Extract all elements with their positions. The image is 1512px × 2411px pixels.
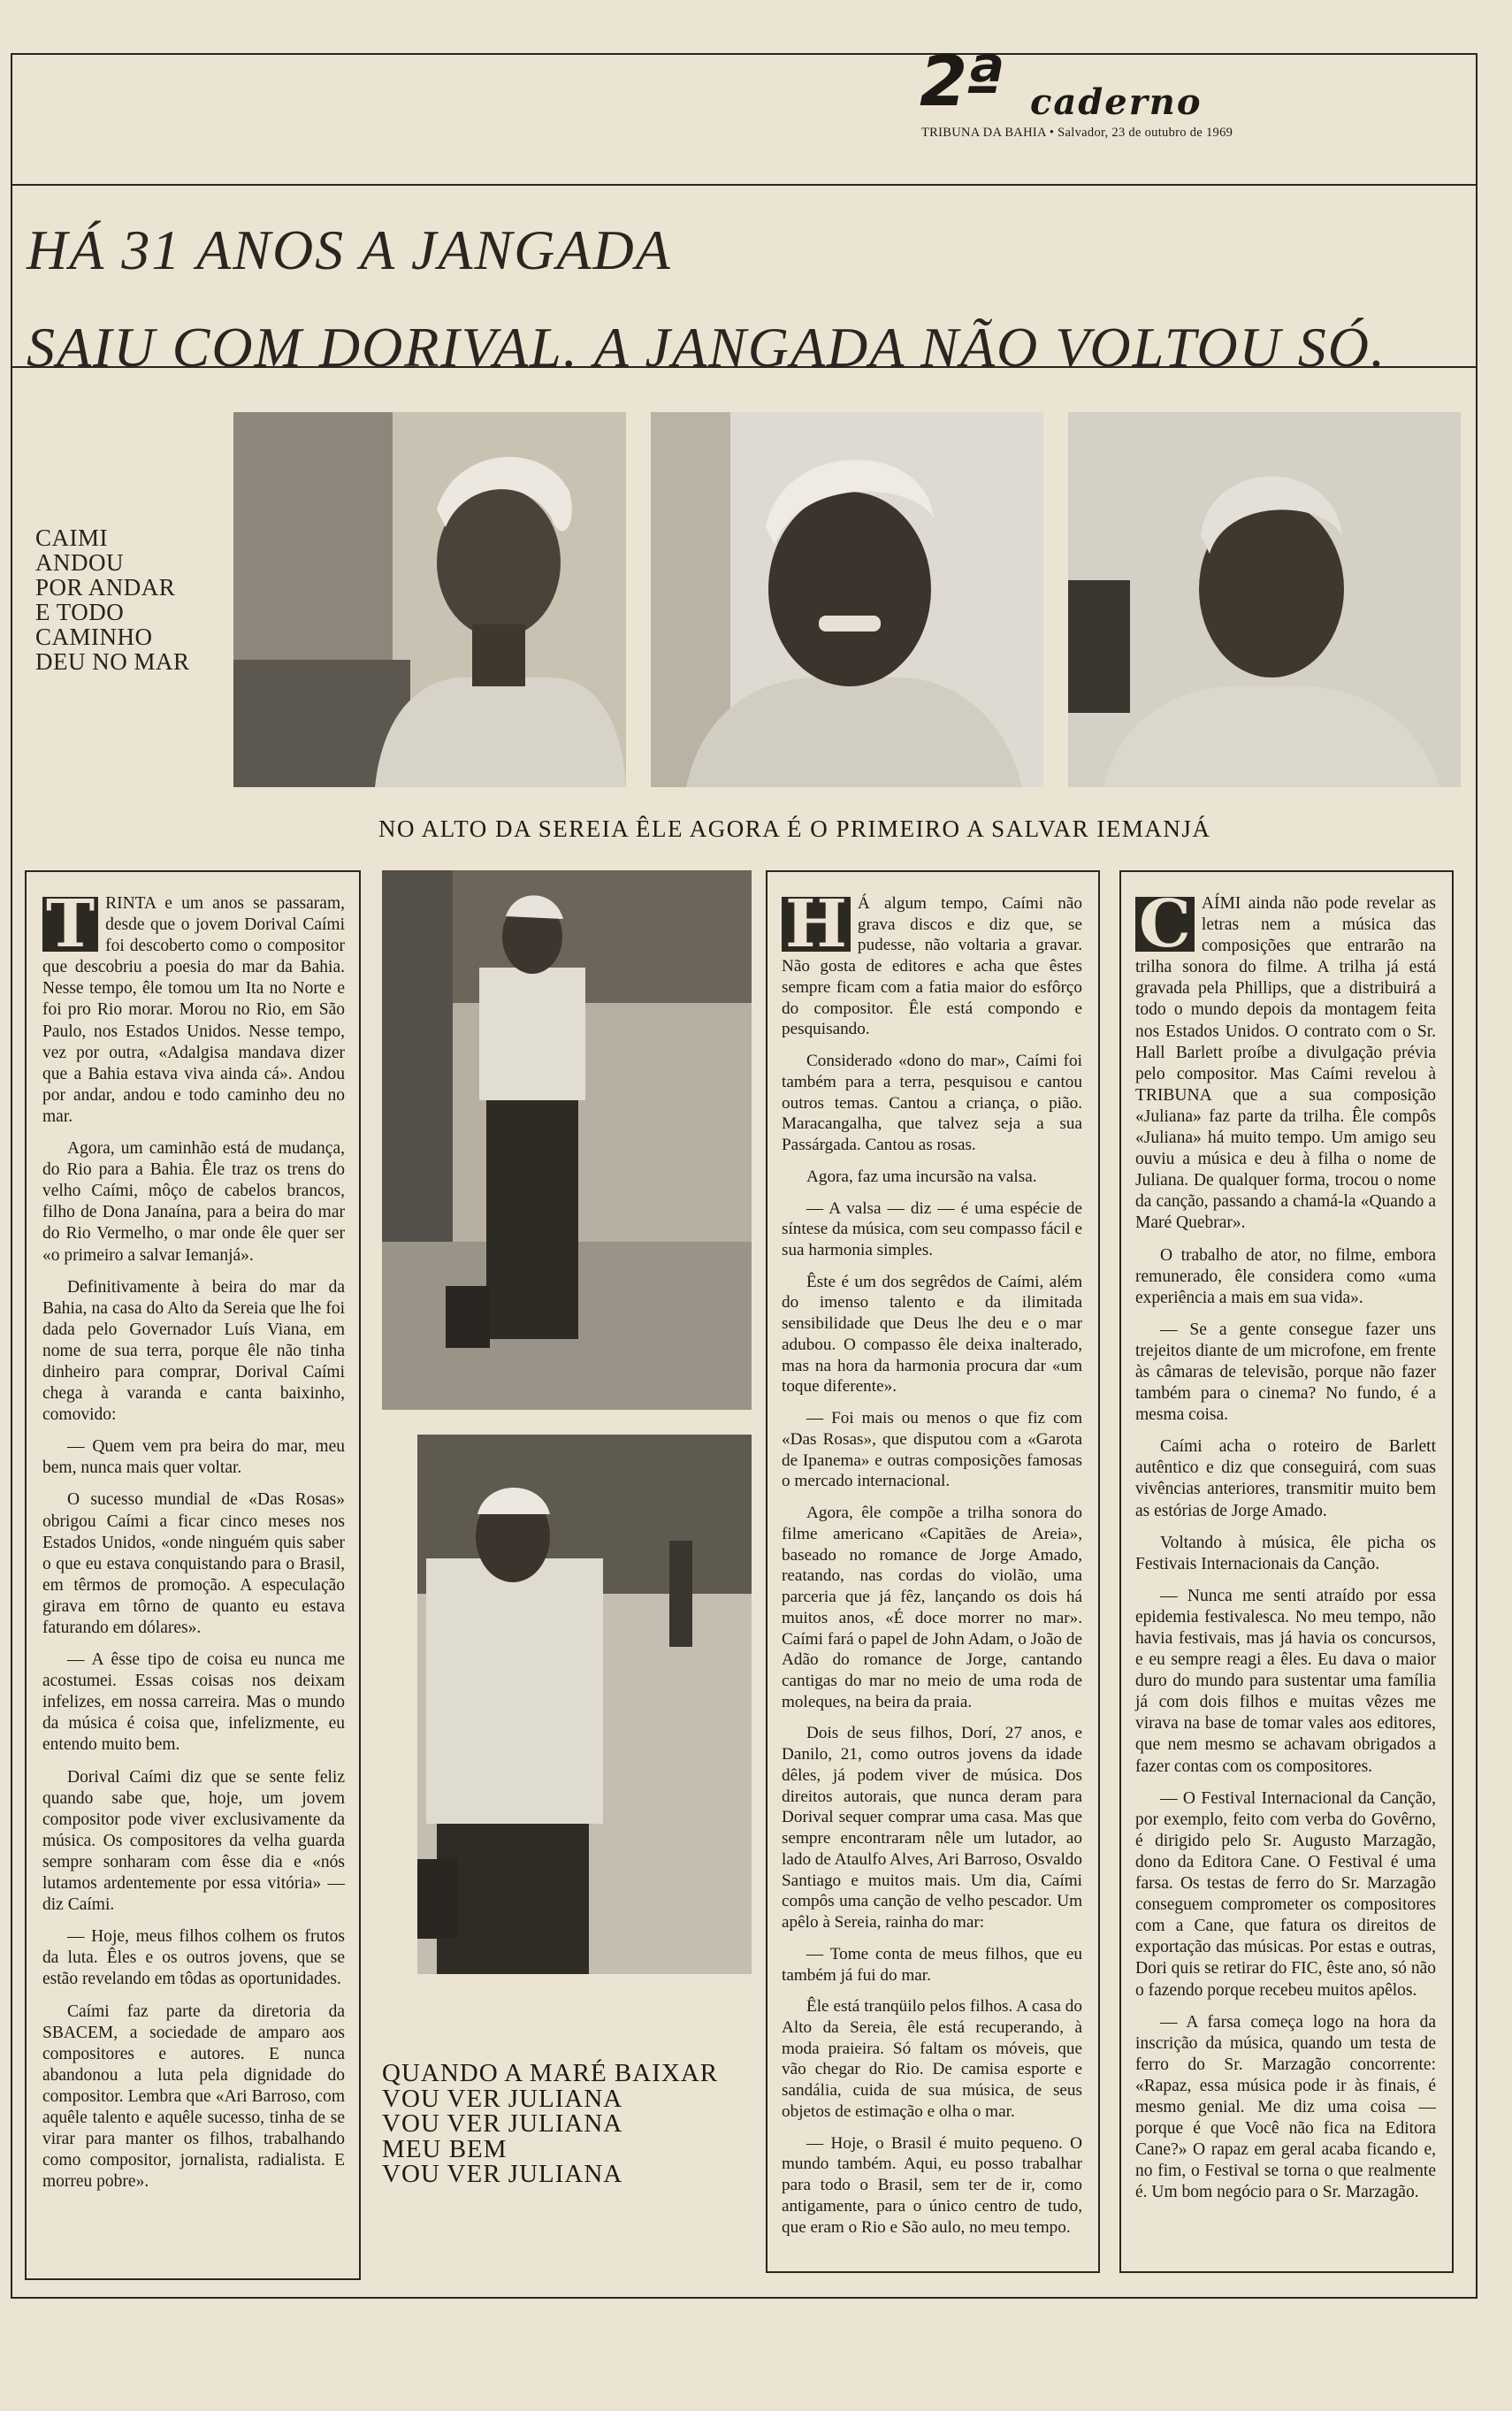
paragraph: AÍMI ainda não pode revelar as letras nem a música das composições que entrarão na trilha sonora do filme. A trilha já está gravada pela Phillips, que a distribuirá a todo o mundo depois da montagem feita nos Estados Unidos. O contrato com o Sr. Hall Barlett proíbe a divulgação prévia pelo compositor. Mas Caími revelou à TRIBUNA que a sua composição «Juliana» faz parte da trilha. Êle compôs «Juliana» há muito tempo. Um amigo seu ouviu a música e deu à filha o nome de Juliana. De qualquer forma, trocou o nome da canção, passando a chamá-la «Quando a Maré Quebrar». bbox=[1135, 894, 1436, 1233]
masthead-dateline: TRIBUNA DA BAHIA • Salvador, 23 de outubro de 1969 bbox=[921, 126, 1233, 140]
lyric-verse bbox=[382, 2061, 718, 2187]
verse-line: VOU VER JULIANA bbox=[382, 2109, 623, 2138]
paragraph: — Quem vem pra beira do mar, meu bem, nunca mais quer voltar. bbox=[42, 1437, 345, 1478]
paragraph: — A valsa — diz — é uma espécie de síntese da música, com seu compasso fácil e sua harmonia simples. bbox=[782, 1198, 1082, 1260]
paragraph: Dorival Caími diz que se sente feliz quando sabe que, hoje, um jovem compositor pode viver exclusivamente da música. Os compositores da velha guarda sempre sonharam com êsse dia e «nós lutamos ardentemente por essa vitória» — diz Caími. bbox=[42, 1767, 345, 1915]
dropcap: T bbox=[42, 897, 98, 952]
standing-photo-suitcase bbox=[382, 870, 752, 1410]
masthead bbox=[920, 42, 1309, 143]
paragraph: Agora, êle compõe a trilha sonora do filme americano «Capitães de Areia», baseado no romance de Jorge Amado, reatando, nas cordas do violão, uma parceria que já fêz, lançando os dois há muitos anos, «É doce morrer no mar». Caími fará o papel de John Adam, o João de Adão do romance de Jorge, cantando cantigas do mar no meio de uma roda de moleques, na beira da praia. bbox=[782, 1504, 1082, 1711]
paragraph: Dois de seus filhos, Dorí, 27 anos, e Danilo, 21, como outros jovens da idade dêles, já podem viver de música. Dos direitos autorais, que nunca deram para Dorival sequer comprar uma casa. Mas que sempre encontraram nêle um lutador, ao lado de Ataulfo Alves, Ari Barroso, Osvaldo Santiago e muitos mais. Um dia, Caími compôs uma canção de velho pescador. Um apêlo à Sereia, rainha do mar: bbox=[782, 1724, 1082, 1933]
verse-line: VOU VER JULIANA bbox=[382, 2160, 623, 2188]
paragraph: — Tome conta de meus filhos, que eu também já fui do mar. bbox=[782, 1944, 1082, 1985]
portrait-photo-profile bbox=[233, 412, 626, 787]
subheadline: NO ALTO DA SEREIA ÊLE AGORA É O PRIMEIRO A SALVAR IEMANJÁ bbox=[378, 815, 1211, 842]
verse-line: VOU VER JULIANA bbox=[382, 2084, 623, 2113]
masthead-number: 2ª bbox=[920, 42, 1002, 122]
paragraph: Êste é um dos segrêdos de Caími, além do imenso talento e da ilimitada sensibilidade que Deus lhe deu e o mar adubou. O compasso êle deixa inalterado, mas na hora da harmonia procura dar «um toque diferente». bbox=[782, 1272, 1082, 1397]
paragraph: Êle está tranqüilo pelos filhos. A casa do Alto da Sereia, êle está recuperando, à moda praieira. Só faltam os móveis, que vão chegar do Rio. De camisa esporte e sandália, cuida de sua música, de seus objetos de estimação e olha o mar. bbox=[782, 1997, 1082, 2121]
paragraph: Definitivamente à beira do mar da Bahia, na casa do Alto da Sereia que lhe foi dada pelo Governador Luís Viana, em nome de sua terra, porque êle não tinha dinheiro para comprar, Dorival Caími chega à varanda e canta baixinho, comovido: bbox=[42, 1277, 345, 1425]
caption-line: ANDOU bbox=[35, 549, 124, 576]
headline-line-1: HÁ 31 ANOS A JANGADA bbox=[27, 218, 672, 281]
portrait-photo-smiling bbox=[651, 412, 1043, 787]
caption-line: E TODO bbox=[35, 599, 125, 625]
paragraph: — Foi mais ou menos o que fiz com «Das Rosas», que disputou com a «Garota de Ipanema» e outras composições famosas o mercado internacional. bbox=[782, 1409, 1082, 1491]
photo-caption bbox=[35, 525, 190, 674]
caption-line: POR ANDAR bbox=[35, 574, 176, 601]
paragraph: Agora, faz uma incursão na valsa. bbox=[806, 1167, 1037, 1186]
article-column-1 bbox=[42, 886, 345, 2203]
paragraph: — A êsse tipo de coisa eu nunca me acostumei. Essas coisas nos deixam infelizes, em nossa carreira. Mas o mundo da música é coisa que, infelizmente, eu entendo muito bem. bbox=[42, 1650, 345, 1755]
caption-line: CAMINHO bbox=[35, 624, 153, 650]
portrait-photo-frontal bbox=[1068, 412, 1461, 787]
article-column-3 bbox=[782, 886, 1082, 2248]
paragraph: Á algum tempo, Caími não grava discos e diz que, se pudesse, não voltaria a gravar. Não gosta de editores e acha que êstes sempre ficam com a fatia maior do esfôrço do compositor. Êle está compondo e pesquisando. bbox=[782, 894, 1082, 1039]
caption-line: CAIMI bbox=[35, 524, 108, 551]
dropcap: H bbox=[782, 897, 851, 952]
headline-line-2: SAIU COM DORIVAL. A JANGADA NÃO VOLTOU SÓ. bbox=[27, 316, 1386, 379]
standing-photo-street bbox=[382, 1435, 752, 1974]
masthead-rule bbox=[11, 184, 1478, 186]
article-column-4 bbox=[1135, 886, 1436, 2214]
paragraph: — Hoje, o Brasil é muito pequeno. O mundo também. Aqui, eu posso trabalhar para todo o Brasil, sem ter de ir, como antigamente, para o único centro de tudo, que eram o Rio e São aulo, no meu tempo. bbox=[782, 2133, 1082, 2237]
paragraph: RINTA e um anos se passaram, desde que o jovem Dorival Caími foi descoberto como o compositor que descobriu a poesia do mar da Bahia. Nesse tempo, êle tomou um Ita no Norte e foi pro Rio morar. Morou no Rio, em São Paulo, nos Estados Unidos. Nesse tempo, vez por outra, «Adalgisa mandava dizer que a Bahia estava viva ainda cá». Andou por andar, andou e todo caminho deu no mar. bbox=[42, 894, 345, 1126]
paragraph: — O Festival Internacional da Canção, por exemplo, feito com verba do Govêrno, é dirigido pelo Sr. Augusto Marzagão, dono da Editora Cane. O Festival é uma farsa. Os testas de ferro do Sr. Marzagão conseguem comprometer os compositores com a Cane, que fatura os direitos de exportação das músicas. Por estas e outras, Dori quis se retirar do FIC, êste ano, só não o fazendo porque recebeu muitos apêlos. bbox=[1135, 1788, 1436, 2000]
paragraph: Caími faz parte da diretoria da SBACEM, a sociedade de amparo aos compositores e autores. E nunca abandonou a luta pela dignidade do compositor. Lembra que «Ari Barroso, com aquêle talento e aquêle sucesso, tinha de se virar para manter os filhos, trabalhando como compositor, jornalista, radialista. E morreu pobre». bbox=[42, 2002, 345, 2192]
paragraph: — Hoje, meus filhos colhem os frutos da luta. Êles e os outros jovens, que se estão revelando em tôdas as oportunidades. bbox=[42, 1927, 345, 1989]
verse-line: QUANDO A MARÉ BAIXAR bbox=[382, 2059, 719, 2087]
paragraph: O trabalho de ator, no filme, embora remunerado, êle considera como «uma experiência a mais em sua vida». bbox=[1135, 1245, 1436, 1307]
paragraph: Voltando à música, êle picha os Festivais Internacionais da Canção. bbox=[1135, 1533, 1436, 1573]
dropcap: C bbox=[1135, 897, 1195, 952]
masthead-section: caderno bbox=[1030, 81, 1203, 123]
caption-line: DEU NO MAR bbox=[35, 648, 190, 675]
paragraph: Considerado «dono do mar», Caími foi também para a terra, pesquisou e cantou outros temas. Cantou a criança, o pião. Maracangalha, que talvez seja a sua Passárgada. Cantou as rosas. bbox=[782, 1052, 1082, 1155]
paragraph: — A farsa começa logo na hora da inscrição da música, quando um testa de ferro do Sr. Marzagão concorrente: «Rapaz, essa música pode ir às finais, é mesmo genial. Me diz uma coisa — porque é que Você não fica na Editora Cane?» O rapaz em geral acaba ficando e, no fim, o Festival se torna o que realmente é. Um bom negócio para o Sr. Marzagão. bbox=[1135, 2012, 1436, 2202]
paragraph: — Nunca me senti atraído por essa epidemia festivalesca. No meu tempo, não havia festivais, mas já havia os concursos, e eu sempre reagi a êles. Eu dava o maior duro do mundo para sustentar uma família já com dois filhos e muitas vêzes me virava na base de tomar vales aos editores, que nem mesmo se achavam obrigados a fazer contas com os compositores. bbox=[1135, 1586, 1436, 1776]
paragraph: — Se a gente consegue fazer uns trejeitos diante de um microfone, em frente às câmaras de televisão, porque não fazer também para o cinema? No fundo, é a mesma coisa. bbox=[1135, 1320, 1436, 1425]
verse-line: MEU BEM bbox=[382, 2134, 508, 2163]
headline bbox=[27, 202, 1386, 396]
paragraph: Caími acha o roteiro de Barlett autêntico e diz que conseguirá, com suas vivências anteriores, transmitir muito bem as estórias de Jorge Amado. bbox=[1135, 1437, 1436, 1520]
paragraph: Agora, um caminhão está de mudança, do Rio para a Bahia. Êle traz os trens do velho Caími, môço de cabelos brancos, filho de Dona Janaína, para a beira do mar do Rio Vermelho, o mar onde êle quer ser «o primeiro a salvar Iemanjá». bbox=[42, 1139, 345, 1265]
paragraph: O sucesso mundial de «Das Rosas» obrigou Caími a ficar cinco meses nos Estados Unidos, «onde ninguém quis saber o que eu estava conquistando para o Brasil, em têrmos de promoção. A especulação girava em tôrno de quanto eu estava faturando em dólares». bbox=[42, 1490, 345, 1637]
